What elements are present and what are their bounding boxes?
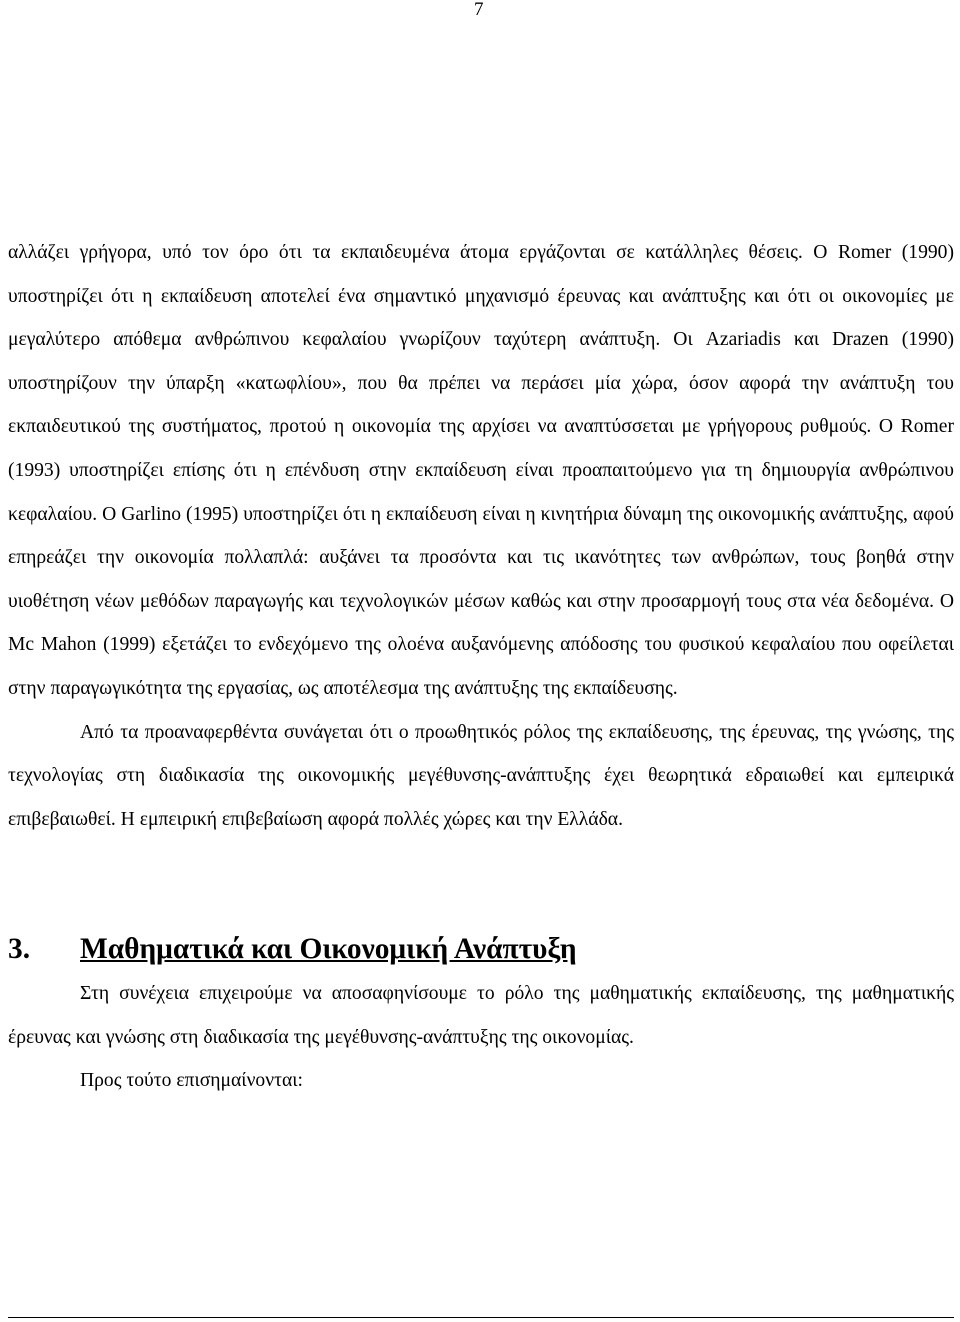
paragraph-conclusion: Από τα προαναφερθέντα συνάγεται ότι ο προωθητικός ρόλος της εκπαίδευσης, της έρευνας, της γνώσης, της τεχνολογίας στη διαδικασία της οικονομικής μεγέθυνσης-ανάπτυξης έχει θεωρητικά εδραιωθεί και εμπειρικά επιβεβαιωθεί. Η εμπειρική επιβεβαίωση αφορά πολλές χώρες και την Ελλάδα. [8,721,954,830]
page-number: 7 [474,0,484,20]
paragraph-section-intro: Στη συνέχεια επιχειρούμε να αποσαφηνίσουμε το ρόλο της μαθηματικής εκπαίδευσης, της μαθηματικής έρευνας και γνώσης στη διαδικασία της μεγέθυνσης-ανάπτυξης της οικονομίας. [8,982,954,1048]
document-body [8,231,954,1103]
paragraph-education-growth: αλλάζει γρήγορα, υπό τον όρο ότι τα εκπαιδευμένα άτομα εργάζονται σε κατάλληλες θέσεις. O Romer (1990) υποστηρίζει ότι η εκπαίδευση αποτελεί ένα σημαντικό μηχανισμό έρευνας και ανάπτυξης και ότι οι οικονομίες με μεγαλύτερο απόθεμα ανθρώπινου κεφαλαίου γνωρίζουν ταχύτερη ανάπτυξη. Οι Azariadis και Drazen (1990) υποστηρίζουν την ύπαρξη «κατωφλίου», που θα πρέπει να περάσει μία χώρα, όσον αφορά την ανάπτυξη του εκπαιδευτικού της συστήματος, προτού η οικονομία της αρχίσει να αναπτύσσεται με γρήγορους ρυθμούς. Ο Romer (1993) υποστηρίζει επίσης ότι η επένδυση στην εκπαίδευση είναι προαπαιτούμενο για τη δημιουργία ανθρώπινου κεφαλαίου. Ο Garlino (1995) υποστηρίζει ότι η εκπαίδευση είναι η κινητήρια δύναμη της οικονομικής ανάπτυξης, αφού επηρεάζει την οικονομία πολλαπλά: αυξάνει τα προσόντα και τις ικανότητες των ανθρώπων, τους βοηθά στην υιοθέτηση νέων μεθόδων παραγωγής και τεχνολογικών μέσων καθώς και στην προσαρμογή τους στα νέα δεδομένα. Ο Mc Mahon (1999) εξετάζει το ενδεχόμενο της ολοένα αυξανόμενης απόδοσης του φυσικού κεφαλαίου που οφείλεται στην παραγωγικότητα της εργασίας, ως αποτέλεσμα της ανάπτυξης της εκπαίδευσης. [8,242,954,699]
paragraph-section-list-intro: Προς τούτο επισημαίνονται: [80,1070,303,1092]
section-title: Μαθηματικά και Οικονομική Ανάπτυξη [80,933,577,966]
section-number: 3. [8,933,31,966]
section-heading [8,928,954,972]
bottom-rule [8,1317,954,1318]
section-spacer [8,841,954,928]
